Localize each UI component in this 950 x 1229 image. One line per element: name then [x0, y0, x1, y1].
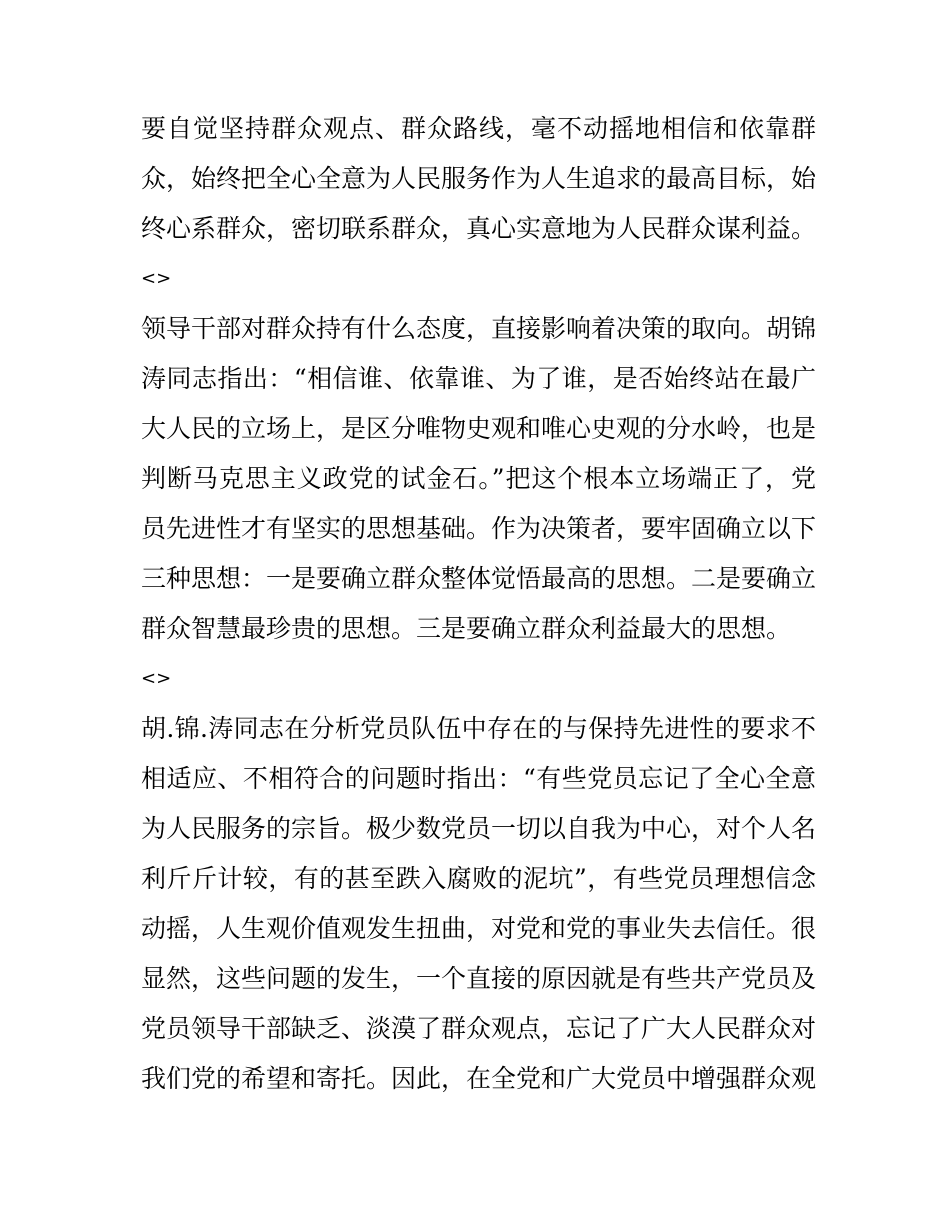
paragraph-separator-2: <>: [141, 668, 172, 689]
paragraph-2-line-5: 员先进性才有坚实的思想基础。作为决策者，要牢固确立以下: [141, 514, 816, 543]
paragraph-3-line-1: 胡.锦.涛同志在分析党员队伍中存在的与保持先进性的要求不: [141, 714, 816, 743]
paragraph-2-line-4: 判断马克思主义政党的试金石。”把这个根本立场端正了，党: [141, 464, 816, 493]
paragraph-2-line-2: 涛同志指出：“相信谁、依靠谁、为了谁，是否始终站在最广: [141, 364, 816, 393]
paragraph-1-line-3: 终心系群众，密切联系群众，真心实意地为人民群众谋利益。: [141, 214, 816, 243]
paragraph-3-line-8: 我们党的希望和寄托。因此，在全党和广大党员中增强群众观: [141, 1064, 816, 1093]
paragraph-3-line-2: 相适应、不相符合的问题时指出：“有些党员忘记了全心全意: [141, 764, 816, 793]
paragraph-2-line-1: 领导干部对群众持有什么态度，直接影响着决策的取向。胡锦: [141, 314, 816, 343]
paragraph-1-line-2: 众，始终把全心全意为人民服务作为人生追求的最高目标，始: [141, 164, 816, 193]
paragraph-2-line-7: 群众智慧最珍贵的思想。三是要确立群众利益最大的思想。: [141, 614, 792, 643]
paragraph-3-line-7: 党员领导干部缺乏、淡漠了群众观点，忘记了广大人民群众对: [141, 1014, 816, 1043]
paragraph-2-line-3: 大人民的立场上，是区分唯物史观和唯心史观的分水岭，也是: [141, 414, 816, 443]
paragraph-3-line-4: 利斤斤计较，有的甚至跌入腐败的泥坑”，有些党员理想信念: [141, 864, 816, 893]
paragraph-3-line-5: 动摇，人生观价值观发生扭曲，对党和党的事业失去信任。很: [141, 914, 816, 943]
paragraph-3-line-3: 为人民服务的宗旨。极少数党员一切以自我为中心，对个人名: [141, 814, 816, 843]
paragraph-1-line-1: 要自觉坚持群众观点、群众路线，毫不动摇地相信和依靠群: [141, 114, 816, 143]
document-body: [141, 104, 816, 1104]
paragraph-3-line-6: 显然，这些问题的发生，一个直接的原因就是有些共产党员及: [141, 964, 816, 993]
paragraph-separator-1: <>: [141, 268, 172, 289]
paragraph-2-line-6: 三种思想：一是要确立群众整体觉悟最高的思想。二是要确立: [141, 564, 816, 593]
